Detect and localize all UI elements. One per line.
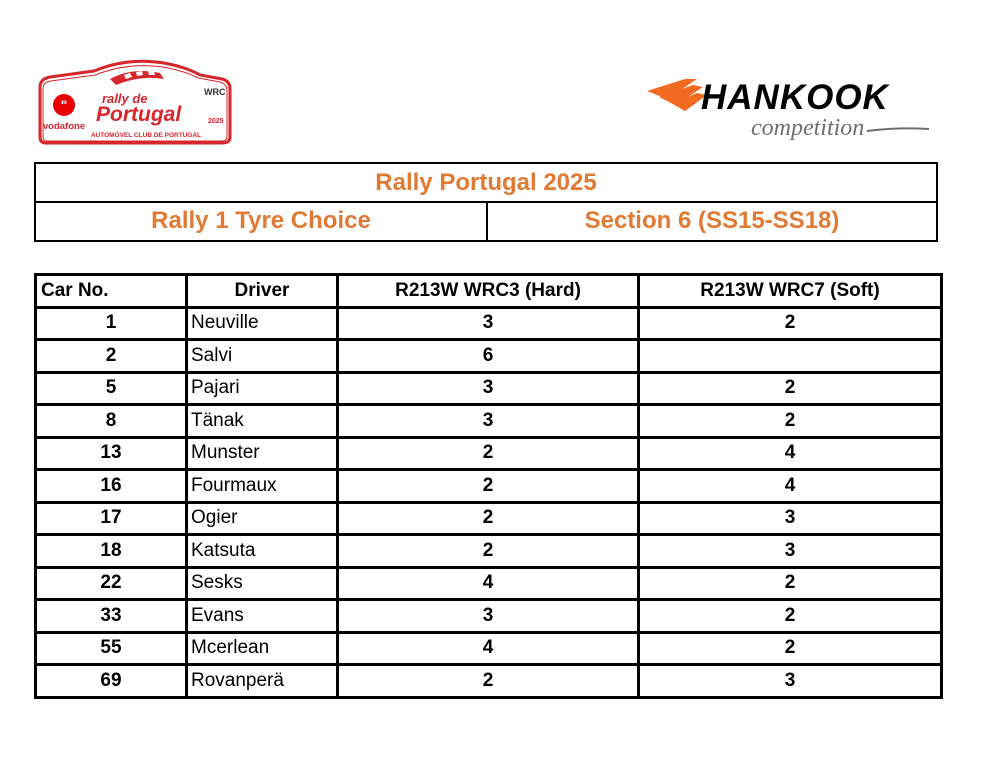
table-row xyxy=(36,307,942,340)
table-row xyxy=(36,470,942,503)
car-number-cell: 17 xyxy=(36,502,187,535)
hard-tyre-count-cell: 2 xyxy=(338,665,639,698)
table-row xyxy=(36,437,942,470)
hankook-competition-logo xyxy=(645,75,935,150)
rally-de-portugal-logo xyxy=(36,57,232,145)
driver-cell: Salvi xyxy=(187,340,338,373)
column-header-soft: R213W WRC7 (Soft) xyxy=(639,275,942,308)
table-row xyxy=(36,600,942,633)
table-row xyxy=(36,502,942,535)
soft-tyre-count-cell: 2 xyxy=(639,632,942,665)
header-subtitle-row xyxy=(36,203,936,240)
driver-cell: Tänak xyxy=(187,405,338,438)
wrc-badge: WRC xyxy=(204,87,226,97)
soft-tyre-count-cell: 2 xyxy=(639,372,942,405)
header-box xyxy=(34,162,938,242)
driver-cell: Munster xyxy=(187,437,338,470)
driver-cell: Rovanperä xyxy=(187,665,338,698)
car-number-cell: 5 xyxy=(36,372,187,405)
driver-cell: Fourmaux xyxy=(187,470,338,503)
car-number-cell: 22 xyxy=(36,567,187,600)
car-number-cell: 2 xyxy=(36,340,187,373)
driver-cell: Evans xyxy=(187,600,338,633)
driver-cell: Neuville xyxy=(187,307,338,340)
hard-tyre-count-cell: 2 xyxy=(338,535,639,568)
soft-tyre-count-cell xyxy=(639,340,942,373)
driver-cell: Mcerlean xyxy=(187,632,338,665)
soft-tyre-count-cell: 3 xyxy=(639,502,942,535)
svg-text:": " xyxy=(60,97,68,113)
table-row xyxy=(36,632,942,665)
competition-wordmark: competition xyxy=(751,115,865,141)
soft-tyre-count-cell: 3 xyxy=(639,665,942,698)
soft-tyre-count-cell: 2 xyxy=(639,600,942,633)
car-number-cell: 33 xyxy=(36,600,187,633)
acp-wordmark: AUTOMÓVEL CLUB DE PORTUGAL xyxy=(90,132,202,139)
hard-tyre-count-cell: 6 xyxy=(338,340,639,373)
hard-tyre-count-cell: 2 xyxy=(338,502,639,535)
hankook-wordmark: HANKOOK xyxy=(701,78,889,117)
table-row xyxy=(36,372,942,405)
table-row xyxy=(36,567,942,600)
soft-tyre-count-cell: 2 xyxy=(639,567,942,600)
car-number-cell: 13 xyxy=(36,437,187,470)
car-number-cell: 69 xyxy=(36,665,187,698)
vodafone-wordmark: vodafone xyxy=(42,121,86,132)
hard-tyre-count-cell: 3 xyxy=(338,372,639,405)
hard-tyre-count-cell: 4 xyxy=(338,632,639,665)
soft-tyre-count-cell: 4 xyxy=(639,470,942,503)
car-number-cell: 55 xyxy=(36,632,187,665)
table-row xyxy=(36,665,942,698)
soft-tyre-count-cell: 3 xyxy=(639,535,942,568)
table-row xyxy=(36,340,942,373)
car-number-cell: 16 xyxy=(36,470,187,503)
event-title: Rally Portugal 2025 xyxy=(36,164,936,203)
hard-tyre-count-cell: 3 xyxy=(338,307,639,340)
car-number-cell: 1 xyxy=(36,307,187,340)
soft-tyre-count-cell: 2 xyxy=(639,405,942,438)
portugal-wordmark: Portugal xyxy=(96,103,182,126)
driver-cell: Ogier xyxy=(187,502,338,535)
tyre-choice-table xyxy=(34,273,943,699)
car-number-cell: 8 xyxy=(36,405,187,438)
column-header-hard: R213W WRC3 (Hard) xyxy=(338,275,639,308)
tyre-choice-title: Rally 1 Tyre Choice xyxy=(36,203,488,240)
car-number-cell: 18 xyxy=(36,535,187,568)
column-header-car-no: Car No. xyxy=(36,275,187,308)
hard-tyre-count-cell: 3 xyxy=(338,405,639,438)
column-header-driver: Driver xyxy=(187,275,338,308)
table-header-row xyxy=(36,275,942,308)
hard-tyre-count-cell: 3 xyxy=(338,600,639,633)
hard-tyre-count-cell: 2 xyxy=(338,470,639,503)
section-title: Section 6 (SS15-SS18) xyxy=(584,207,840,235)
soft-tyre-count-cell: 2 xyxy=(639,307,942,340)
table-row xyxy=(36,405,942,438)
driver-cell: Sesks xyxy=(187,567,338,600)
hard-tyre-count-cell: 2 xyxy=(338,437,639,470)
soft-tyre-count-cell: 4 xyxy=(639,437,942,470)
driver-cell: Katsuta xyxy=(187,535,338,568)
rally-year: 2025 xyxy=(208,118,224,125)
table-row xyxy=(36,535,942,568)
rally-de-wordmark: rally de xyxy=(102,91,148,106)
driver-cell: Pajari xyxy=(187,372,338,405)
hard-tyre-count-cell: 4 xyxy=(338,567,639,600)
